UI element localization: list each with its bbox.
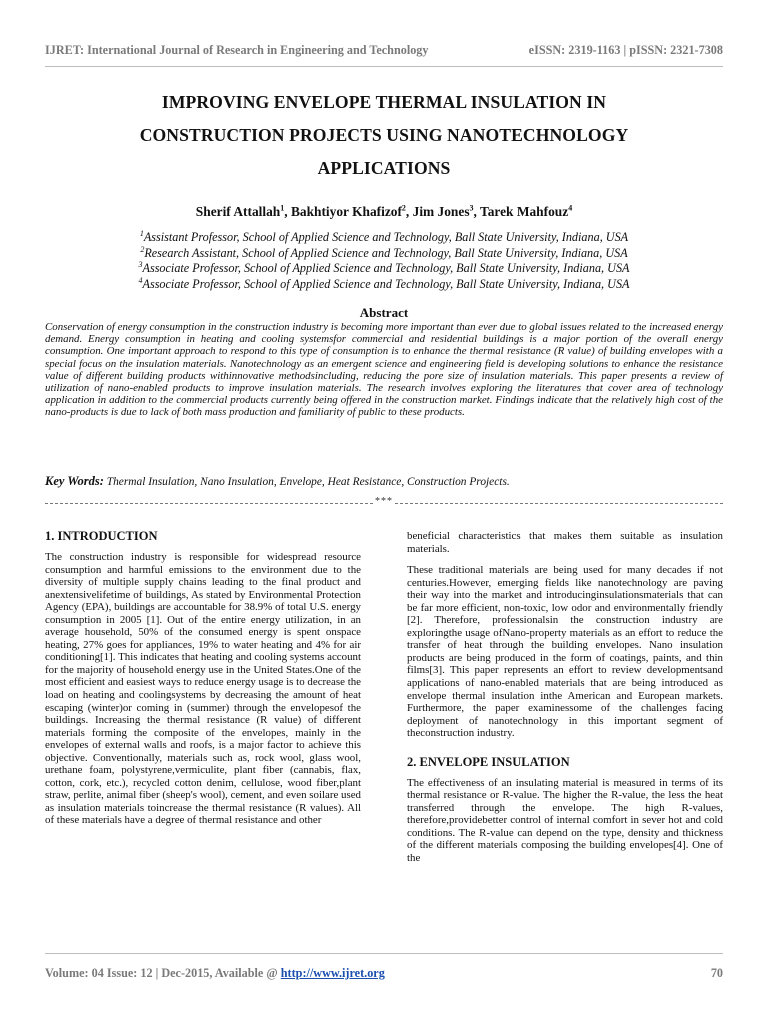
author-name: Sherif Attallah [195,204,281,219]
abstract-text: Conservation of energy consumption in the construction industry is becoming more important than ever due to global issues related to the increased energy demand. Energy consumption in heating and cooling systemsfor commercial and residential buildings is a major portion of the overall energy consumption. One important approach to respond to this type of consumption is to enhance the thermal resistance (R value) of building envelopes with a special focus on the insulation materials. Nanotechnology as an emergent science and engineering field is developing solutions to enhance the resistance value of different building products withinnovative methodsincluding, reducing the pore size of insulation materials. This paper presents a review of utilization of nano-enabled products to improve insulation materials. The research involves exploring the literatures that cover area of technology application in addition to the commercial products currently being offered in the construction market. Findings indicate that the relatively high cost of the nano-products is due to lack of both mass production and familiarity of public to these products. [45,321,723,419]
affiliation-text: Assistant Professor, School of Applied Science and Technology, Ball State University, Indiana, USA [143,230,629,244]
title-line: IMPROVING ENVELOPE THERMAL INSULATION IN [161,92,607,112]
journal-link[interactable]: http://www.ijret.org [280,966,385,980]
title-line: APPLICATIONS [317,158,451,178]
keywords-label: Key Words: [45,474,104,488]
paragraph: These traditional materials are being used for many decades if not centuries.However, emerging fields like nanotechnology are paving their way into the market and introducinginsulationsmaterials that can be far more efficient, non-toxic, low odor and environmentally friendly [2]. Therefore, professionalsin the construction industry are exploringthe usage ofNano-property materials as an effort to reduce the transfer of heat through the building envelopes. Nano insulation products are being produced in the form of coatings, paints, and thin films[3]. This paper represents an effort to review developmentsand applications of nano-enabled materials that are being introduced as envelope thermal insulation inthe American and European markets. Furthermore, the paper examinessome of the challenges facing deployment of nanotechnology in this important segment of theconstruction industry. [407,564,723,740]
affiliation-sup: 3 [138,259,143,269]
section-heading: 1. INTRODUCTION [45,529,158,543]
affiliation-list [45,230,723,292]
affiliation [45,230,723,246]
keywords [45,474,723,489]
paragraph: beneficial characteristics that makes them suitable as insulation materials. [407,530,723,555]
affiliation-text: Research Assistant, School of Applied Science and Technology, Ball State University, Indiana, USA [144,245,628,260]
author-sup: 4 [568,203,573,213]
author-sup: 2 [401,203,406,213]
running-footer [45,966,723,982]
paper-title [60,86,708,185]
author-sup: 3 [469,203,474,213]
affiliation-sup: 2 [140,244,145,254]
author-name: Jim Jones [412,204,470,219]
separator-stars: *** [375,496,393,507]
journal-name: IJRET: International Journal of Research in Engineering and Technology [45,43,429,57]
author-name: Bakhtiyor Khafizof [290,204,402,219]
footer-rule [45,953,723,954]
affiliation [45,246,723,262]
section-heading: 2. ENVELOPE INSULATION [407,754,570,769]
affiliation-text: Associate Professor, School of Applied Science and Technology, Ball State University, Indiana, USA [142,276,630,291]
section-separator [45,497,723,509]
author-list: Sherif Attallah$^1$, Bakhtiyor Khafizof$^2$, Jim Jones$^3$, Tarek Mahfouz$^4$ [195,203,573,219]
keywords-text: Thermal Insulation, Nano Insulation, Envelope, Heat Resistance, Construction Projects. [106,476,510,488]
author-name: Tarek Mahfouz [480,204,569,219]
abstract-heading: Abstract [359,305,409,320]
title-line: CONSTRUCTION PROJECTS USING NANOTECHNOLOGY [139,125,629,145]
footer-volume [45,966,385,981]
affiliation [45,277,723,293]
paragraph: The effectiveness of an insulating material is measured in terms of its thermal resistance or R-value. The higher the R-value, the less the heat transferred through the envelope. The high R-values, therefore,providebetter control of internal comfort in sever hot and cold conditions. The R-value can depend on the type, density and thickness of the different materials composing the building envelopes[4]. One of the [407,776,723,865]
affiliation-text: Associate Professor, School of Applied Science and Technology, Ball State University, Indiana, USA [142,261,630,275]
header-rule [45,66,723,67]
author-sup: 1 [280,203,285,213]
affiliation-sup: 1 [139,228,144,238]
volume-info: Volume: 04 Issue: 12 | Dec-2015, Available @ [45,966,281,980]
issn-info: eISSN: 2319-1163 | pISSN: 2321-7308 [528,43,723,57]
affiliation [45,261,723,277]
affiliation-sup: 4 [138,275,143,285]
right-column [407,530,723,865]
page-number: 70 [710,966,723,980]
running-header [45,43,723,61]
left-column [45,529,361,827]
paragraph: The construction industry is responsible for widespread resource consumption and harmful emissions to the environment due to the diversity of multiple supply chains leading to the final product and anextensivelifetime of buildings, As stated by Environmental Protection Agency (EPA), buildings are accountable for 38.9% of total U.S. energy consumption in 2005 [1]. Out of the entire energy utilization, in an average household, 50% of the consumed energy is spent onspace heating, 27% goes for appliances, 19% to water heating and 4% for air conditioning[1]. This indicates that heating and cooling systems account for the majority of household energy use in the United States.One of the most efficient and easiest ways to reduce energy usage is to decrease the load on heating and coolingsystems by decreasing the amount of heat escaping (winter)or coming in (summer) through the envelopesof the buildings. Increasing the thermal resistance (R value) of different materials forming the composite of the envelopes, mainly in the envelopes of external walls and roofs, is a major factor to achieve this objective. Conventionally, materials such as, rock wool, glass wool, urethane foam, polystyrene,vermiculite, plant fiber (cannabis, flax, cotton, cork, etc.), recycled cotton denim, cellulose, wood fiber,plant straw, perlite, animal fiber (sheep's wool), cement, and even soilare used as insulation materials toincrease the thermal resistance (R values). All of these materials have a degree of thermal resistance and other [45,551,361,827]
